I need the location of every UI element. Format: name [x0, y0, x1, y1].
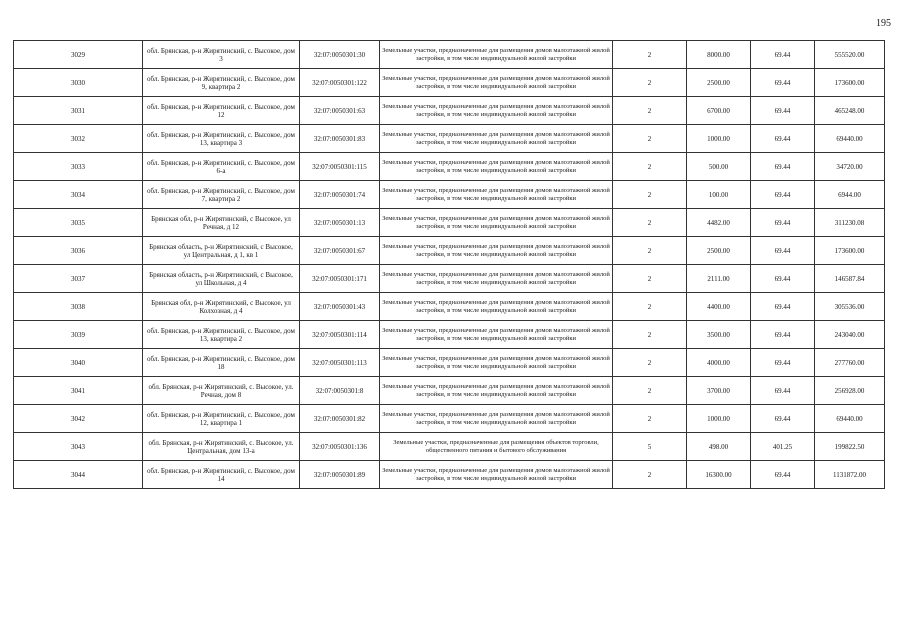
group-cell: 2: [613, 237, 687, 265]
address-cell: обл. Брянская, р-н Жирятинский, с. Высокое, дом 12: [143, 97, 300, 125]
rate-cell: 69.44: [751, 377, 815, 405]
table-row: [14, 293, 885, 321]
land-use-cell: Земельные участки, предназначенные для размещения домов малоэтажной жилой застройки, в том числе индивидуальной жилой застройки: [380, 97, 613, 125]
table-row: [14, 125, 885, 153]
area-cell: 4400.00: [687, 293, 751, 321]
table-row: [14, 69, 885, 97]
table-row: [14, 181, 885, 209]
rate-cell: 69.44: [751, 321, 815, 349]
address-cell: обл. Брянская, р-н Жирятинский, с. Высокое, дом 18: [143, 349, 300, 377]
address-cell: Брянская обл, р-н Жирятинский, с Высокое, ул Речная, д 12: [143, 209, 300, 237]
table-row: [14, 461, 885, 489]
row-number-cell: 3033: [14, 153, 143, 181]
cadastral-value-cell: 243040.00: [815, 321, 885, 349]
group-cell: 2: [613, 41, 687, 69]
row-number-cell: 3030: [14, 69, 143, 97]
group-cell: 2: [613, 293, 687, 321]
land-use-cell: Земельные участки, предназначенные для размещения домов малоэтажной жилой застройки, в том числе индивидуальной жилой застройки: [380, 69, 613, 97]
cadastral-value-cell: 6944.00: [815, 181, 885, 209]
table-row: [14, 209, 885, 237]
land-use-cell: Земельные участки, предназначенные для размещения домов малоэтажной жилой застройки, в том числе индивидуальной жилой застройки: [380, 321, 613, 349]
address-cell: Брянская область, р-н Жирятинский, с Высокое, ул Школьная, д 4: [143, 265, 300, 293]
cadastral-value-cell: 69440.00: [815, 125, 885, 153]
cadastral-value-cell: 1131872.00: [815, 461, 885, 489]
cadastral-value-cell: 146587.84: [815, 265, 885, 293]
cadastral-number-cell: 32:07:0050301:43: [300, 293, 380, 321]
rate-cell: 69.44: [751, 153, 815, 181]
cadastral-number-cell: 32:07:0050301:82: [300, 405, 380, 433]
table-row: [14, 41, 885, 69]
group-cell: 2: [613, 321, 687, 349]
cadastral-number-cell: 32:07:0050301:136: [300, 433, 380, 461]
address-cell: обл. Брянская, р-н Жирятинский, с. Высокое, дом 12, квартира 1: [143, 405, 300, 433]
table-row: [14, 97, 885, 125]
row-number-cell: 3035: [14, 209, 143, 237]
land-use-cell: Земельные участки, предназначенные для размещения домов малоэтажной жилой застройки, в том числе индивидуальной жилой застройки: [380, 461, 613, 489]
cadastral-number-cell: 32:07:0050301:83: [300, 125, 380, 153]
area-cell: 2500.00: [687, 69, 751, 97]
area-cell: 4482.00: [687, 209, 751, 237]
row-number-cell: 3032: [14, 125, 143, 153]
rate-cell: 69.44: [751, 461, 815, 489]
rate-cell: 69.44: [751, 209, 815, 237]
row-number-cell: 3041: [14, 377, 143, 405]
table-row: [14, 377, 885, 405]
address-cell: Брянская обл, р-н Жирятинский, с Высокое, ул Колхозная, д 4: [143, 293, 300, 321]
page-number: 195: [876, 18, 891, 29]
rate-cell: 69.44: [751, 69, 815, 97]
land-use-cell: Земельные участки, предназначенные для размещения домов малоэтажной жилой застройки, в том числе индивидуальной жилой застройки: [380, 41, 613, 69]
cadastral-number-cell: 32:07:0050301:113: [300, 349, 380, 377]
rate-cell: 69.44: [751, 349, 815, 377]
table-body: [14, 41, 885, 489]
table-row: [14, 433, 885, 461]
area-cell: 498.00: [687, 433, 751, 461]
land-use-cell: Земельные участки, предназначенные для размещения домов малоэтажной жилой застройки, в том числе индивидуальной жилой застройки: [380, 125, 613, 153]
land-use-cell: Земельные участки, предназначенные для размещения домов малоэтажной жилой застройки, в том числе индивидуальной жилой застройки: [380, 153, 613, 181]
area-cell: 4000.00: [687, 349, 751, 377]
table-row: [14, 349, 885, 377]
area-cell: 3700.00: [687, 377, 751, 405]
cadastral-value-cell: 277760.00: [815, 349, 885, 377]
cadastral-value-cell: 173600.00: [815, 69, 885, 97]
cadastral-value-cell: 173600.00: [815, 237, 885, 265]
group-cell: 5: [613, 433, 687, 461]
land-valuation-table: [13, 40, 885, 489]
group-cell: 2: [613, 461, 687, 489]
rate-cell: 69.44: [751, 405, 815, 433]
area-cell: 100.00: [687, 181, 751, 209]
cadastral-number-cell: 32:07:0050301:8: [300, 377, 380, 405]
address-cell: обл. Брянская, р-н Жирятинский, с. Высокое, дом 9, квартира 2: [143, 69, 300, 97]
table-row: [14, 265, 885, 293]
cadastral-number-cell: 32:07:0050301:122: [300, 69, 380, 97]
rate-cell: 69.44: [751, 237, 815, 265]
land-use-cell: Земельные участки, предназначенные для размещения домов малоэтажной жилой застройки, в том числе индивидуальной жилой застройки: [380, 377, 613, 405]
group-cell: 2: [613, 181, 687, 209]
cadastral-number-cell: 32:07:0050301:63: [300, 97, 380, 125]
address-cell: обл. Брянская, р-н Жирятинский, с. Высокое, ул. Речная, дом 8: [143, 377, 300, 405]
land-use-cell: Земельные участки, предназначенные для размещения домов малоэтажной жилой застройки, в том числе индивидуальной жилой застройки: [380, 237, 613, 265]
area-cell: 1000.00: [687, 125, 751, 153]
land-use-cell: Земельные участки, предназначенные для размещения домов малоэтажной жилой застройки, в том числе индивидуальной жилой застройки: [380, 265, 613, 293]
area-cell: 2500.00: [687, 237, 751, 265]
row-number-cell: 3029: [14, 41, 143, 69]
address-cell: обл. Брянская, р-н Жирятинский, с. Высокое, дом 6-а: [143, 153, 300, 181]
table-row: [14, 153, 885, 181]
land-use-cell: Земельные участки, предназначенные для размещения домов малоэтажной жилой застройки, в том числе индивидуальной жилой застройки: [380, 209, 613, 237]
cadastral-value-cell: 555520.00: [815, 41, 885, 69]
rate-cell: 69.44: [751, 125, 815, 153]
rate-cell: 69.44: [751, 293, 815, 321]
row-number-cell: 3034: [14, 181, 143, 209]
address-cell: обл. Брянская, р-н Жирятинский, с. Высокое, дом 3: [143, 41, 300, 69]
cadastral-value-cell: 465248.00: [815, 97, 885, 125]
cadastral-value-cell: 199822.50: [815, 433, 885, 461]
rate-cell: 69.44: [751, 41, 815, 69]
row-number-cell: 3031: [14, 97, 143, 125]
group-cell: 2: [613, 125, 687, 153]
cadastral-value-cell: 311230.08: [815, 209, 885, 237]
row-number-cell: 3039: [14, 321, 143, 349]
area-cell: 8000.00: [687, 41, 751, 69]
row-number-cell: 3037: [14, 265, 143, 293]
group-cell: 2: [613, 405, 687, 433]
cadastral-number-cell: 32:07:0050301:115: [300, 153, 380, 181]
row-number-cell: 3040: [14, 349, 143, 377]
table-row: [14, 405, 885, 433]
table-row: [14, 237, 885, 265]
cadastral-number-cell: 32:07:0050301:74: [300, 181, 380, 209]
rate-cell: 69.44: [751, 181, 815, 209]
row-number-cell: 3036: [14, 237, 143, 265]
area-cell: 16300.00: [687, 461, 751, 489]
rate-cell: 69.44: [751, 265, 815, 293]
address-cell: обл. Брянская, р-н Жирятинский, с. Высокое, ул. Центральная, дом 13-а: [143, 433, 300, 461]
rate-cell: 401.25: [751, 433, 815, 461]
address-cell: обл. Брянская, р-н Жирятинский, с. Высокое, дом 14: [143, 461, 300, 489]
area-cell: 1000.00: [687, 405, 751, 433]
row-number-cell: 3043: [14, 433, 143, 461]
row-number-cell: 3044: [14, 461, 143, 489]
group-cell: 2: [613, 377, 687, 405]
cadastral-number-cell: 32:07:0050301:89: [300, 461, 380, 489]
group-cell: 2: [613, 69, 687, 97]
group-cell: 2: [613, 153, 687, 181]
cadastral-number-cell: 32:07:0050301:171: [300, 265, 380, 293]
cadastral-value-cell: 34720.00: [815, 153, 885, 181]
land-use-cell: Земельные участки, предназначенные для размещения домов малоэтажной жилой застройки, в том числе индивидуальной жилой застройки: [380, 181, 613, 209]
cadastral-value-cell: 305536.00: [815, 293, 885, 321]
cadastral-value-cell: 256928.00: [815, 377, 885, 405]
land-use-cell: Земельные участки, предназначенные для размещения объектов торговли, общественного питания и бытового обслуживания: [380, 433, 613, 461]
area-cell: 3500.00: [687, 321, 751, 349]
row-number-cell: 3038: [14, 293, 143, 321]
land-use-cell: Земельные участки, предназначенные для размещения домов малоэтажной жилой застройки, в том числе индивидуальной жилой застройки: [380, 405, 613, 433]
address-cell: обл. Брянская, р-н Жирятинский, с. Высокое, дом 13, квартира 3: [143, 125, 300, 153]
area-cell: 2111.00: [687, 265, 751, 293]
land-use-cell: Земельные участки, предназначенные для размещения домов малоэтажной жилой застройки, в том числе индивидуальной жилой застройки: [380, 293, 613, 321]
rate-cell: 69.44: [751, 97, 815, 125]
address-cell: Брянская область, р-н Жирятинский, с Высокое, ул Центральная, д 1, кв 1: [143, 237, 300, 265]
land-use-cell: Земельные участки, предназначенные для размещения домов малоэтажной жилой застройки, в том числе индивидуальной жилой застройки: [380, 349, 613, 377]
address-cell: обл. Брянская, р-н Жирятинский, с. Высокое, дом 7, квартира 2: [143, 181, 300, 209]
area-cell: 500.00: [687, 153, 751, 181]
cadastral-number-cell: 32:07:0050301:114: [300, 321, 380, 349]
cadastral-value-cell: 69440.00: [815, 405, 885, 433]
address-cell: обл. Брянская, р-н Жирятинский, с. Высокое, дом 13, квартира 2: [143, 321, 300, 349]
table-row: [14, 321, 885, 349]
group-cell: 2: [613, 265, 687, 293]
cadastral-number-cell: 32:07:0050301:67: [300, 237, 380, 265]
group-cell: 2: [613, 209, 687, 237]
row-number-cell: 3042: [14, 405, 143, 433]
cadastral-number-cell: 32:07:0050301:13: [300, 209, 380, 237]
cadastral-number-cell: 32:07:0050301:30: [300, 41, 380, 69]
group-cell: 2: [613, 97, 687, 125]
area-cell: 6700.00: [687, 97, 751, 125]
group-cell: 2: [613, 349, 687, 377]
